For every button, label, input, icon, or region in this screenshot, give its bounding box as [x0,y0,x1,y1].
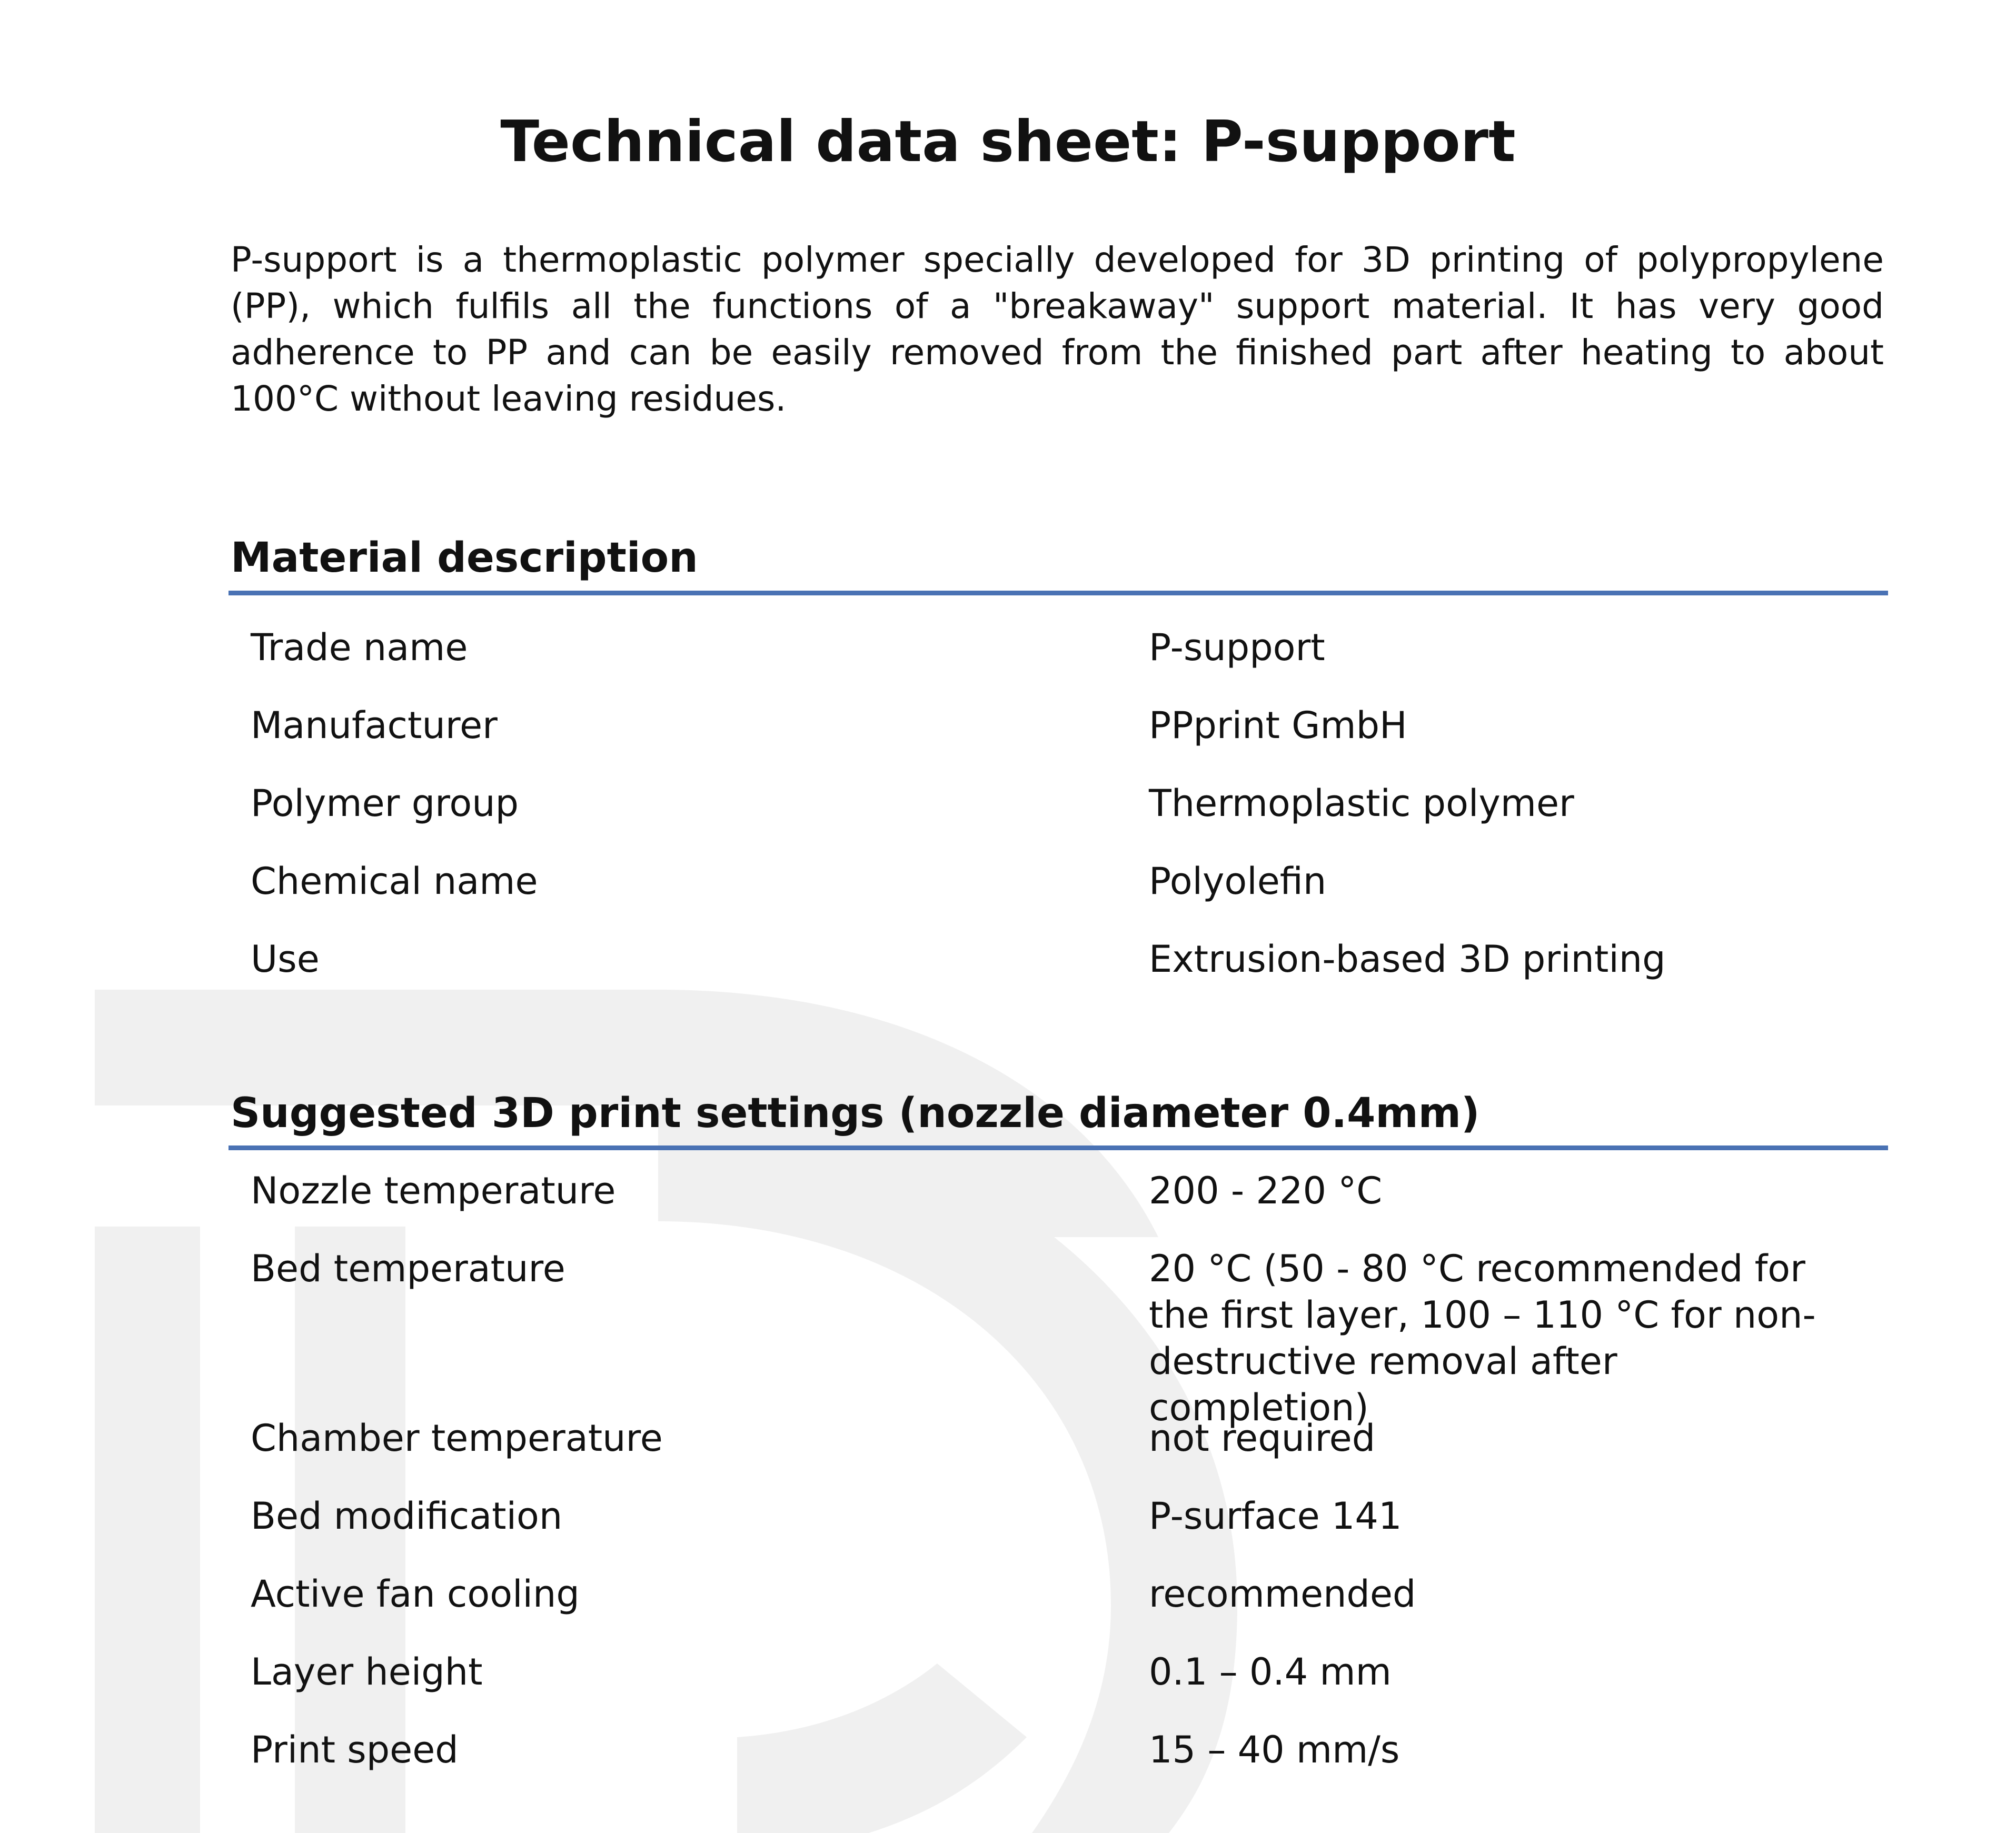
row-label: Chamber temperature [251,1417,663,1460]
row-value: Thermoplastic polymer [1149,782,1574,825]
page-title: Technical data sheet: P-support [500,109,1516,175]
row-label: Polymer group [251,782,519,825]
row-label: Active fan cooling [251,1572,580,1616]
row-label: Use [251,938,320,981]
row-label: Bed modification [251,1495,563,1538]
section-heading-material-description: Material description [231,534,698,582]
section-divider [229,1145,1888,1150]
row-label: Chemical name [251,860,538,903]
row-value: 15 – 40 mm/s [1149,1728,1400,1771]
row-value: Polyolefin [1149,860,1327,903]
row-value: not required [1149,1417,1376,1460]
row-label: Trade name [251,626,468,669]
row-label: Manufacturer [251,704,498,747]
row-label: Layer height [251,1650,483,1693]
row-label: Bed temperature [251,1247,565,1290]
section-heading-print-settings: Suggested 3D print settings (nozzle diameter 0.4mm) [231,1090,1480,1137]
row-value: recommended [1149,1572,1416,1616]
row-value: 200 - 220 °C [1149,1169,1383,1212]
row-value: Extrusion-based 3D printing [1149,938,1666,981]
row-value: P-surface 141 [1149,1495,1402,1538]
row-label: Print speed [251,1728,459,1771]
row-label: Nozzle temperature [251,1169,616,1212]
watermark-stroke-left [95,1227,200,1833]
intro-paragraph: P-support is a thermoplastic polymer specially developed for 3D printing of polypropylene (PP), which fulfils all the functions of a "breakaway" support material. It has very good adherence to PP and can be easily removed from the finished part after heating to about 100°C without leaving residues. [231,240,1884,419]
row-value: PPprint GmbH [1149,704,1407,747]
row-value: 20 °C (50 - 80 °C recommended for the first layer, 100 – 110 °C for non-destructive removal after completion) [1149,1247,1816,1429]
row-value: P-support [1149,626,1325,669]
section-divider [229,591,1888,595]
row-value: 0.1 – 0.4 mm [1149,1650,1392,1693]
